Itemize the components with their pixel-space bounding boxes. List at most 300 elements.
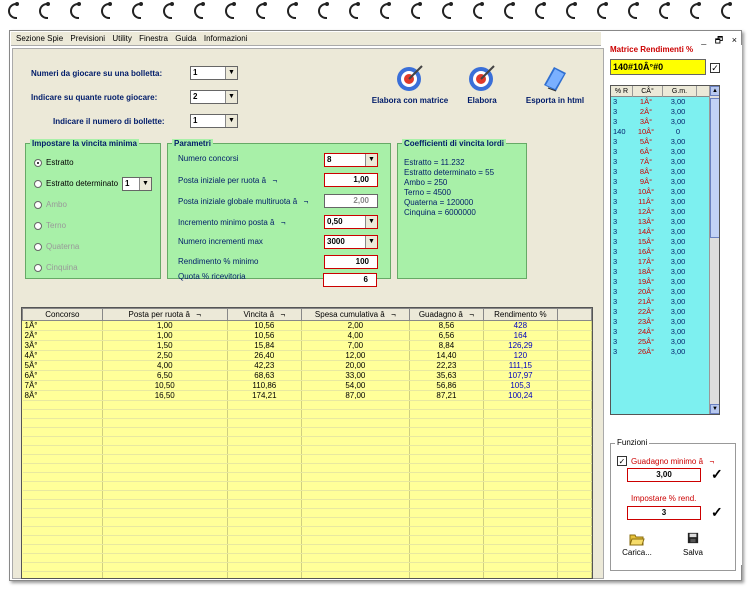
list-cell: 3: [613, 247, 618, 256]
scroll-up-icon[interactable]: ▲: [710, 86, 720, 96]
table-cell: [483, 536, 557, 545]
table-cell: [102, 536, 227, 545]
parametri-title: Parametri: [174, 139, 211, 148]
table-row[interactable]: [23, 464, 592, 473]
table-cell: [301, 572, 409, 580]
chevron-down-icon[interactable]: ▼: [225, 67, 237, 79]
matrice-col-header[interactable]: CÂ°: [633, 86, 663, 97]
binder-ring: [380, 3, 389, 19]
table-cell: [557, 563, 591, 572]
param-label: Numero incrementi max: [178, 237, 263, 246]
table-row[interactable]: [23, 509, 592, 518]
numeri-select[interactable]: [190, 66, 238, 80]
coefficienti-title: Coefficienti di vincita lordi: [404, 139, 505, 148]
col-header[interactable]: Posta per ruota â¬: [102, 309, 227, 321]
carica-button[interactable]: [619, 532, 655, 557]
list-item[interactable]: [611, 137, 719, 147]
table-cell: 105,3: [483, 381, 557, 391]
table-cell: [301, 554, 409, 563]
close-button[interactable]: ×: [731, 35, 737, 45]
check-icon[interactable]: ✓: [711, 504, 723, 520]
table-cell: [409, 419, 483, 428]
binder-ring: [256, 3, 265, 19]
col-header[interactable]: Rendimento %: [483, 309, 557, 321]
menu-finestra[interactable]: Finestra: [139, 34, 169, 43]
list-cell: 3: [613, 327, 618, 336]
table-cell: [301, 491, 409, 500]
list-cell: 3: [613, 277, 618, 286]
table-cell: [557, 446, 591, 455]
determinato-value: 1: [125, 179, 130, 188]
table-row[interactable]: [23, 455, 592, 464]
list-cell: 3: [613, 147, 618, 156]
rendimento-input[interactable]: 100: [324, 255, 378, 269]
table-cell: [409, 491, 483, 500]
table-cell: 87,00: [301, 391, 409, 401]
table-cell: 120: [483, 351, 557, 361]
table-cell: 15,84: [227, 341, 301, 351]
radio-cinquina-label: Cinquina: [46, 263, 78, 272]
table-cell: [483, 554, 557, 563]
menu-previsioni[interactable]: Previsioni: [70, 34, 106, 43]
table-cell: [227, 554, 301, 563]
table-cell: [557, 410, 591, 419]
table-row[interactable]: [23, 371, 592, 381]
list-cell: 3,00: [670, 317, 686, 326]
binder-ring: [721, 3, 730, 19]
table-cell: [301, 500, 409, 509]
table-cell: [557, 341, 591, 351]
menu-bar: [11, 32, 601, 46]
coef-line: Quaterna = 120000: [404, 198, 474, 207]
radio-icon: [34, 180, 42, 188]
table-row[interactable]: [23, 482, 592, 491]
table-cell: [301, 563, 409, 572]
table-cell: 14,40: [409, 351, 483, 361]
table-cell: 20,00: [301, 361, 409, 371]
table-cell: [23, 536, 103, 545]
table-cell: [227, 410, 301, 419]
table-cell: [23, 491, 103, 500]
list-cell: 3,00: [670, 187, 686, 196]
table-cell: [409, 401, 483, 410]
chevron-down-icon[interactable]: ▼: [225, 115, 237, 127]
table-cell: 16,50: [102, 391, 227, 401]
table-cell: [301, 482, 409, 491]
table-cell: [23, 455, 103, 464]
table-row[interactable]: [23, 446, 592, 455]
col-header[interactable]: Spesa cumulativa â¬: [301, 309, 409, 321]
list-cell: 3: [613, 227, 618, 236]
table-row[interactable]: [23, 473, 592, 482]
table-cell: [227, 419, 301, 428]
table-cell: [557, 455, 591, 464]
binder-ring: [659, 3, 668, 19]
table-cell: [227, 482, 301, 491]
list-cell: 3,00: [670, 177, 686, 186]
posta-iniziale-input[interactable]: 1,00: [324, 173, 378, 187]
table-cell: 33,00: [301, 371, 409, 381]
table-cell: [102, 446, 227, 455]
table-cell: [227, 536, 301, 545]
funzioni-title: Funzioni: [617, 438, 648, 447]
table-cell: [409, 572, 483, 580]
chevron-down-icon[interactable]: ▼: [225, 91, 237, 103]
table-cell: 110,86: [227, 381, 301, 391]
list-cell: 3: [613, 337, 618, 346]
list-cell: 3,00: [670, 227, 686, 236]
table-cell: [227, 446, 301, 455]
table-row[interactable]: [23, 331, 592, 341]
list-item[interactable]: [611, 167, 719, 177]
radio-estratto-determinato-label: Estratto determinato: [46, 179, 119, 188]
list-cell: 1Â°: [639, 97, 653, 106]
menu-sezione-spie[interactable]: Sezione Spie: [16, 34, 64, 43]
incremento-value: 0,50: [327, 217, 343, 226]
esporta-html-label: Esporta in html: [525, 96, 585, 105]
coef-line: Ambo = 250: [404, 178, 448, 187]
radio-ambo-label: Ambo: [46, 200, 67, 209]
table-cell: [102, 410, 227, 419]
list-item[interactable]: [611, 247, 719, 257]
table-cell: [557, 527, 591, 536]
table-cell: [557, 572, 591, 580]
table-cell: [23, 410, 103, 419]
list-cell: 3: [613, 167, 618, 176]
list-item[interactable]: [611, 177, 719, 187]
table-cell: [227, 491, 301, 500]
list-item[interactable]: [611, 277, 719, 287]
table-cell: [301, 419, 409, 428]
table-cell: [409, 545, 483, 554]
table-cell: [409, 455, 483, 464]
list-item[interactable]: [611, 227, 719, 237]
col-header[interactable]: Guadagno â¬: [409, 309, 483, 321]
list-cell: 13Â°: [637, 217, 655, 226]
list-item[interactable]: [611, 317, 719, 327]
esporta-html-button[interactable]: [517, 63, 593, 105]
table-row[interactable]: [23, 419, 592, 428]
chevron-down-icon[interactable]: ▼: [139, 178, 151, 190]
table-cell: 6Â°: [23, 371, 103, 381]
col-header[interactable]: Vincita â¬: [227, 309, 301, 321]
restore-button[interactable]: 🗗: [714, 35, 724, 45]
table-row[interactable]: [23, 536, 592, 545]
table-cell: [23, 446, 103, 455]
table-cell: [409, 554, 483, 563]
list-cell: 26Â°: [637, 347, 655, 356]
col-header[interactable]: Concorso: [23, 309, 103, 321]
scroll-down-icon[interactable]: ▼: [710, 404, 720, 414]
table-cell: [557, 491, 591, 500]
list-item[interactable]: [611, 187, 719, 197]
list-item[interactable]: [611, 197, 719, 207]
table-cell: [409, 527, 483, 536]
table-cell: [227, 572, 301, 580]
table-cell: [483, 572, 557, 580]
list-cell: 3,00: [670, 197, 686, 206]
salva-button[interactable]: [675, 532, 711, 557]
target-icon: [467, 63, 497, 93]
list-item[interactable]: [611, 147, 719, 157]
list-item[interactable]: [611, 297, 719, 307]
check-icon[interactable]: ✓: [711, 466, 723, 482]
numero-concorsi-select[interactable]: [324, 153, 378, 167]
minimize-button[interactable]: _: [701, 35, 707, 45]
list-cell: 16Â°: [637, 247, 655, 256]
table-cell: [102, 545, 227, 554]
incrementi-max-value: 3000: [327, 237, 345, 246]
table-row[interactable]: [23, 428, 592, 437]
table-row[interactable]: [23, 341, 592, 351]
binder-ring: [101, 3, 110, 19]
book-icon: [540, 63, 570, 93]
table-row[interactable]: [23, 572, 592, 580]
menu-utility[interactable]: Utility: [112, 34, 132, 43]
table-cell: 5Â°: [23, 361, 103, 371]
table-cell: [102, 491, 227, 500]
coef-line: Estratto = 11.232: [404, 158, 465, 167]
matrice-col-header[interactable]: % R: [611, 86, 633, 97]
list-cell: 3: [613, 197, 618, 206]
table-cell: [23, 401, 103, 410]
binder-ring: [504, 3, 513, 19]
table-cell: [102, 419, 227, 428]
matrice-input[interactable]: 140#10Â°#0: [610, 59, 706, 75]
table-cell: 42,23: [227, 361, 301, 371]
table-cell: 87,21: [409, 391, 483, 401]
salva-label: Salva: [682, 548, 703, 557]
list-cell: 10Â°: [637, 127, 655, 136]
table-cell: [409, 428, 483, 437]
rend-input[interactable]: 3: [627, 506, 701, 520]
table-cell: [483, 428, 557, 437]
notebook-binding: [0, 0, 750, 24]
table-cell: [557, 428, 591, 437]
table-row[interactable]: [23, 437, 592, 446]
table-row[interactable]: [23, 545, 592, 554]
binder-ring: [39, 3, 48, 19]
list-item[interactable]: [611, 327, 719, 337]
list-cell: 20Â°: [637, 287, 655, 296]
col-header-empty: [557, 309, 591, 321]
determinato-select[interactable]: [122, 177, 152, 191]
incrementi-max-select[interactable]: [324, 235, 378, 249]
table-cell: [483, 518, 557, 527]
coefficienti-group: [397, 139, 527, 279]
results-table: [22, 308, 592, 579]
list-cell: 18Â°: [637, 267, 655, 276]
table-cell: [557, 545, 591, 554]
table-cell: 107,97: [483, 371, 557, 381]
table-row[interactable]: [23, 563, 592, 572]
table-cell: 7,00: [301, 341, 409, 351]
numeri-value: 1: [193, 68, 198, 77]
binder-ring: [442, 3, 451, 19]
chevron-down-icon[interactable]: ▼: [365, 236, 377, 248]
list-cell: 3,00: [670, 107, 686, 116]
table-row[interactable]: [23, 500, 592, 509]
table-cell: 54,00: [301, 381, 409, 391]
coefficienti-list: [404, 158, 494, 218]
table-cell: [102, 437, 227, 446]
table-cell: [102, 554, 227, 563]
bollette-select[interactable]: [190, 114, 238, 128]
radio-cinquina[interactable]: [34, 263, 78, 272]
elabora-matrice-button[interactable]: [365, 63, 455, 105]
chevron-down-icon[interactable]: ▼: [365, 154, 377, 166]
list-cell: 3: [613, 267, 618, 276]
matrice-scrollbar[interactable]: [709, 86, 719, 414]
param-label: Posta iniziale globale multiruota â¬: [178, 197, 309, 206]
list-item[interactable]: [611, 237, 719, 247]
param-label: Posta iniziale per ruota â¬: [178, 176, 278, 185]
table-cell: [23, 527, 103, 536]
radio-estratto-determinato[interactable]: [34, 179, 118, 188]
list-cell: 140: [613, 127, 626, 136]
list-item[interactable]: [611, 207, 719, 217]
list-cell: 3: [613, 97, 618, 106]
list-item[interactable]: [611, 157, 719, 167]
table-cell: [409, 437, 483, 446]
table-row[interactable]: [23, 321, 592, 331]
list-item[interactable]: [611, 217, 719, 227]
table-cell: [102, 509, 227, 518]
guadagno-checkbox[interactable]: ✓: [618, 457, 626, 466]
list-cell: 3,00: [670, 347, 686, 356]
table-cell: [409, 536, 483, 545]
table-row[interactable]: [23, 518, 592, 527]
radio-ambo[interactable]: [34, 200, 67, 209]
main-panel: [12, 48, 604, 579]
table-cell: [409, 563, 483, 572]
carica-label: Carica...: [622, 548, 652, 557]
list-cell: 3: [613, 307, 618, 316]
table-row[interactable]: [23, 410, 592, 419]
table-row[interactable]: [23, 401, 592, 410]
list-item[interactable]: [611, 257, 719, 267]
table-cell: [301, 509, 409, 518]
table-cell: [557, 500, 591, 509]
chevron-down-icon[interactable]: ▼: [365, 216, 377, 228]
binder-ring: [70, 3, 79, 19]
binder-ring: [690, 3, 699, 19]
radio-estratto-label: Estratto: [46, 158, 74, 167]
table-row[interactable]: [23, 381, 592, 391]
table-cell: 8,84: [409, 341, 483, 351]
guadagno-input[interactable]: 3,00: [627, 468, 701, 482]
coef-line: Estratto determinato = 55: [404, 168, 495, 177]
results-grid[interactable]: [21, 307, 593, 579]
table-row[interactable]: [23, 391, 592, 401]
table-cell: [557, 351, 591, 361]
list-item[interactable]: [611, 107, 719, 117]
list-cell: 23Â°: [637, 317, 655, 326]
table-cell: [23, 545, 103, 554]
elabora-label: Elabora: [467, 96, 497, 105]
table-cell: [557, 419, 591, 428]
table-cell: 126,29: [483, 341, 557, 351]
binder-ring: [225, 3, 234, 19]
list-item[interactable]: [611, 337, 719, 347]
table-row[interactable]: [23, 491, 592, 500]
matrice-list[interactable]: [610, 85, 720, 415]
menu-guida[interactable]: Guida: [175, 34, 197, 43]
table-cell: [557, 321, 591, 331]
table-cell: [227, 518, 301, 527]
table-cell: 1,50: [102, 341, 227, 351]
binder-ring: [8, 3, 17, 19]
table-cell: 56,86: [409, 381, 483, 391]
elabora-button[interactable]: [457, 63, 507, 105]
list-cell: 17Â°: [637, 257, 655, 266]
quota-ricevitoria-input[interactable]: 6: [323, 273, 377, 287]
list-item[interactable]: [611, 347, 719, 357]
parametri-group: [167, 139, 391, 281]
posta-globale-input[interactable]: 2,00: [324, 194, 378, 208]
table-cell: [227, 563, 301, 572]
binder-ring: [349, 3, 358, 19]
table-cell: [23, 437, 103, 446]
list-item[interactable]: [611, 97, 719, 107]
table-cell: [483, 401, 557, 410]
list-cell: 0: [675, 127, 681, 136]
list-item[interactable]: [611, 267, 719, 277]
save-icon: [687, 532, 699, 544]
menu-informazioni[interactable]: Informazioni: [203, 34, 248, 43]
ruote-select[interactable]: [190, 90, 238, 104]
table-cell: [102, 455, 227, 464]
radio-icon: [34, 264, 42, 272]
list-cell: 25Â°: [637, 337, 655, 346]
radio-selected-icon: [34, 159, 42, 167]
list-cell: 2Â°: [639, 107, 653, 116]
list-item[interactable]: [611, 287, 719, 297]
radio-icon: [34, 222, 42, 230]
list-item[interactable]: [611, 127, 719, 137]
table-cell: [483, 527, 557, 536]
list-cell: 21Â°: [637, 297, 655, 306]
table-row[interactable]: [23, 527, 592, 536]
list-item[interactable]: [611, 307, 719, 317]
table-cell: [102, 518, 227, 527]
scroll-thumb[interactable]: [710, 98, 720, 238]
table-cell: [301, 545, 409, 554]
table-cell: 4,00: [301, 331, 409, 341]
list-item[interactable]: [611, 117, 719, 127]
radio-quaterna[interactable]: [34, 242, 79, 251]
table-row[interactable]: [23, 351, 592, 361]
table-cell: 428: [483, 321, 557, 331]
list-cell: 3: [613, 117, 618, 126]
param-label: Numero concorsi: [178, 154, 239, 163]
table-row[interactable]: [23, 361, 592, 371]
bollette-value: 1: [193, 116, 198, 125]
list-cell: 3: [613, 217, 618, 226]
matrice-col-header[interactable]: G.m.: [663, 86, 697, 97]
matrice-checkbox[interactable]: ✓: [711, 63, 719, 73]
incremento-select[interactable]: [324, 215, 378, 229]
table-row[interactable]: [23, 554, 592, 563]
table-cell: 6,56: [409, 331, 483, 341]
list-cell: 3: [613, 187, 618, 196]
table-cell: 100,24: [483, 391, 557, 401]
radio-terno[interactable]: [34, 221, 66, 230]
list-cell: 3,00: [670, 277, 686, 286]
radio-estratto[interactable]: [34, 158, 74, 167]
table-cell: [301, 527, 409, 536]
table-cell: [483, 491, 557, 500]
